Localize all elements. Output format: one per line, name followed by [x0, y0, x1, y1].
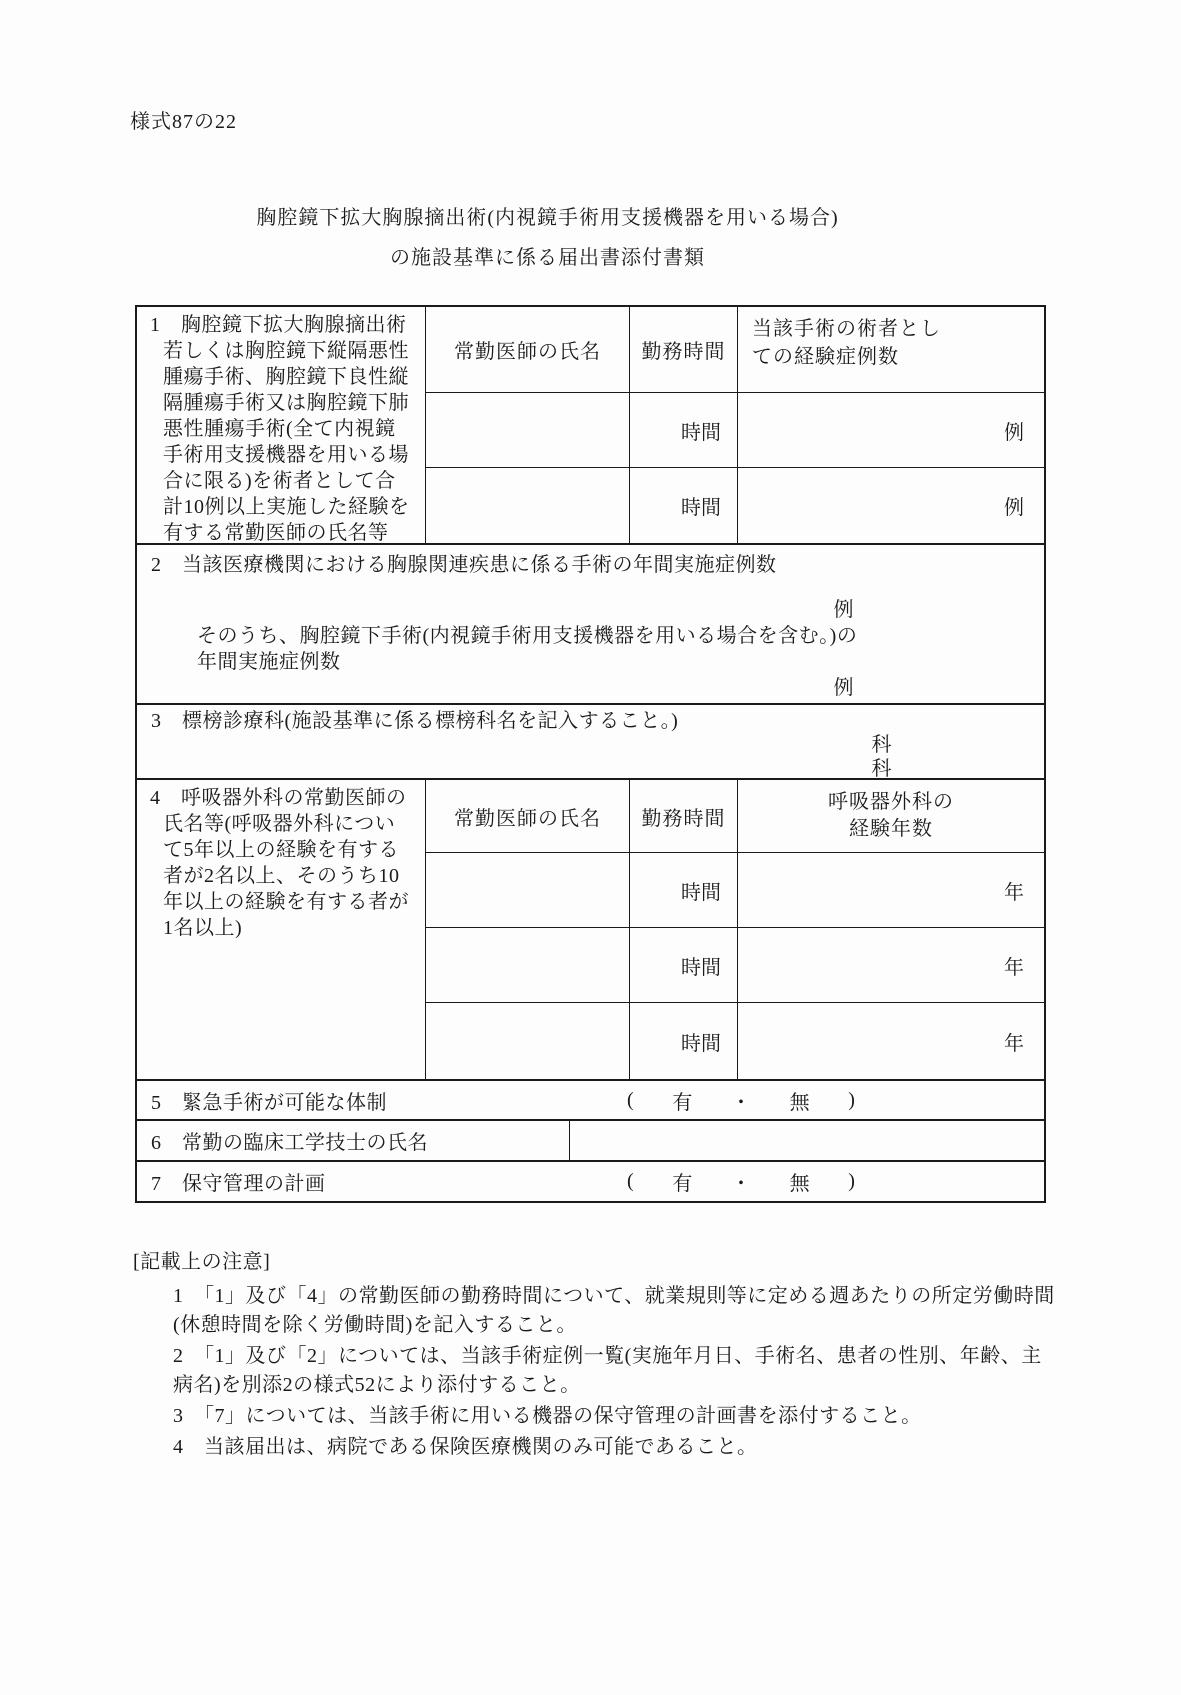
cases-unit-label: 例: [833, 677, 854, 699]
years-unit-label: 年: [1004, 1032, 1024, 1055]
hours-unit-label: 時間: [681, 881, 721, 904]
section-3-department-field-1: [137, 733, 1044, 757]
cases-unit-label: 例: [833, 599, 854, 621]
section-1-cases-field-1: [737, 392, 1044, 467]
section-1: [137, 307, 1044, 543]
hours-unit-label: 時間: [681, 956, 721, 979]
note-item-4: 4 当該届出は、病院である保険医療機関のみ可能であること。: [173, 1436, 758, 1458]
experience-header-line1: 呼吸器外科の: [828, 791, 954, 813]
document-title-line2: の施設基準に係る届出書添付書類: [390, 247, 705, 269]
section-4-years-field-1: [737, 852, 1044, 927]
cases-unit-label: 例: [1004, 421, 1024, 444]
section-6-label-cell: [137, 1121, 570, 1160]
section-2-label: 2 当該医療機関における胸腺関連疾患に係る手術の年間実施症例数: [151, 554, 777, 576]
section-1-header-working-hours: 勤務時間: [629, 307, 737, 392]
section-2-sub-label-line2: 年間実施症例数: [197, 651, 341, 673]
section-1-label: 1 胸腔鏡下拡大胸腺摘出術若しくは胸腔鏡下縦隔悪性腫瘍手術、胸腔鏡下良性縦隔腫瘍手術又は胸腔鏡下肺悪性腫瘍手術(全て内視鏡手術用支援機器を用いる場合に限る)を術者として合計10例以上実施した経験を有する常勤医師の氏名等: [150, 314, 410, 544]
section-3: [137, 703, 1044, 778]
section-3-label: 3 標榜診療科(施設基準に係る標榜科名を記入すること。): [151, 710, 679, 732]
close-paren: ): [848, 1170, 855, 1192]
section-3-department-field-2: [137, 757, 1044, 778]
choice-separator-dot: ・: [730, 1091, 751, 1114]
section-1-hours-field-2: [629, 467, 737, 543]
section-1-physician-name-field-1: [425, 392, 629, 467]
section-1-physician-name-field-2: [425, 467, 629, 543]
hours-unit-label: 時間: [681, 1032, 721, 1055]
department-unit-label: 科: [871, 758, 892, 778]
section-4-physician-name-field-1: [425, 852, 629, 927]
close-paren: ): [848, 1088, 855, 1111]
form-table: [135, 305, 1046, 1203]
section-5-yes-no-choice: [627, 1081, 855, 1119]
choice-yes: 有: [672, 1173, 693, 1195]
section-4-header-working-hours: 勤務時間: [629, 780, 737, 852]
choice-no: 無: [789, 1173, 810, 1195]
section-6: [137, 1119, 1044, 1160]
section-4-header-experience-years: [737, 780, 1044, 852]
hours-unit-label: 時間: [681, 497, 721, 519]
experience-header-line2: 経験年数: [849, 818, 933, 840]
choice-yes: 有: [672, 1091, 693, 1114]
section-2-sub-label-line1: そのうち、胸腔鏡下手術(内視鏡手術用支援機器を用いる場合を含む。)の: [197, 625, 858, 647]
form-number: 様式87の22: [130, 111, 237, 133]
section-5: [137, 1079, 1044, 1119]
document-title: [135, 198, 960, 278]
choice-separator-dot: ・: [730, 1173, 751, 1195]
section-2: [137, 543, 1044, 703]
section-6-label: 6 常勤の臨床工学技士の氏名: [151, 1132, 428, 1154]
section-7-label: 7 保守管理の計画: [151, 1173, 326, 1195]
section-5-label: 5 緊急手術が可能な体制: [151, 1091, 387, 1114]
department-unit-label: 科: [871, 734, 892, 756]
document-title-line1: 胸腔鏡下拡大胸腺摘出術(内視鏡手術用支援機器を用いる場合): [256, 207, 839, 229]
notes-heading: [記載上の注意]: [133, 1251, 271, 1273]
section-1-header-operator-case-count: 当該手術の術者としての経験症例数: [737, 307, 1044, 392]
section-4-hours-field-3: [629, 1002, 737, 1079]
years-unit-label: 年: [1004, 956, 1024, 979]
note-item-2: 2 「1」及び「2」については、当該手術症例一覧(実施年月日、手術名、患者の性別、年齢、主病名)を別添2の様式52により添付すること。: [173, 1345, 1042, 1396]
section-4-physician-name-field-3: [425, 1002, 629, 1079]
years-unit-label: 年: [1004, 881, 1024, 904]
choice-no: 無: [789, 1091, 810, 1114]
open-paren: (: [627, 1088, 634, 1111]
section-4-header-physician-name: 常勤医師の氏名: [425, 780, 629, 852]
section-4-physician-name-field-2: [425, 927, 629, 1002]
open-paren: (: [627, 1170, 634, 1192]
section-6-engineer-name-field: [570, 1121, 1044, 1160]
section-4-label: 4 呼吸器外科の常勤医師の氏名等(呼吸器外科について5年以上の経験を有する者が2名以上、そのうち10年以上の経験を有する者が1名以上): [150, 787, 409, 939]
hours-unit-label: 時間: [681, 421, 721, 444]
section-4-years-field-2: [737, 927, 1044, 1002]
note-item-3: 3 「7」については、当該手術に用いる機器の保守管理の計画書を添付すること。: [173, 1405, 922, 1427]
section-7-yes-no-choice: [627, 1162, 855, 1201]
section-4-years-field-3: [737, 1002, 1044, 1079]
note-item-1: 1 「1」及び「4」の常勤医師の勤務時間について、就業規則等に定める週あたりの所定労働時間(休憩時間を除く労働時間)を記入すること。: [173, 1285, 1055, 1336]
section-1-cases-field-2: [737, 467, 1044, 543]
section-1-hours-field-1: [629, 392, 737, 467]
section-4-hours-field-1: [629, 852, 737, 927]
section-2-thoracoscopic-cases-field: [137, 675, 1044, 701]
section-4: [137, 778, 1044, 1079]
section-7: [137, 1160, 1044, 1201]
section-1-header-physician-name: 常勤医師の氏名: [425, 307, 629, 392]
section-2-annual-cases-field: [137, 597, 1044, 623]
cases-unit-label: 例: [1004, 497, 1024, 519]
notes-section: [133, 1248, 1061, 1462]
section-4-hours-field-2: [629, 927, 737, 1002]
